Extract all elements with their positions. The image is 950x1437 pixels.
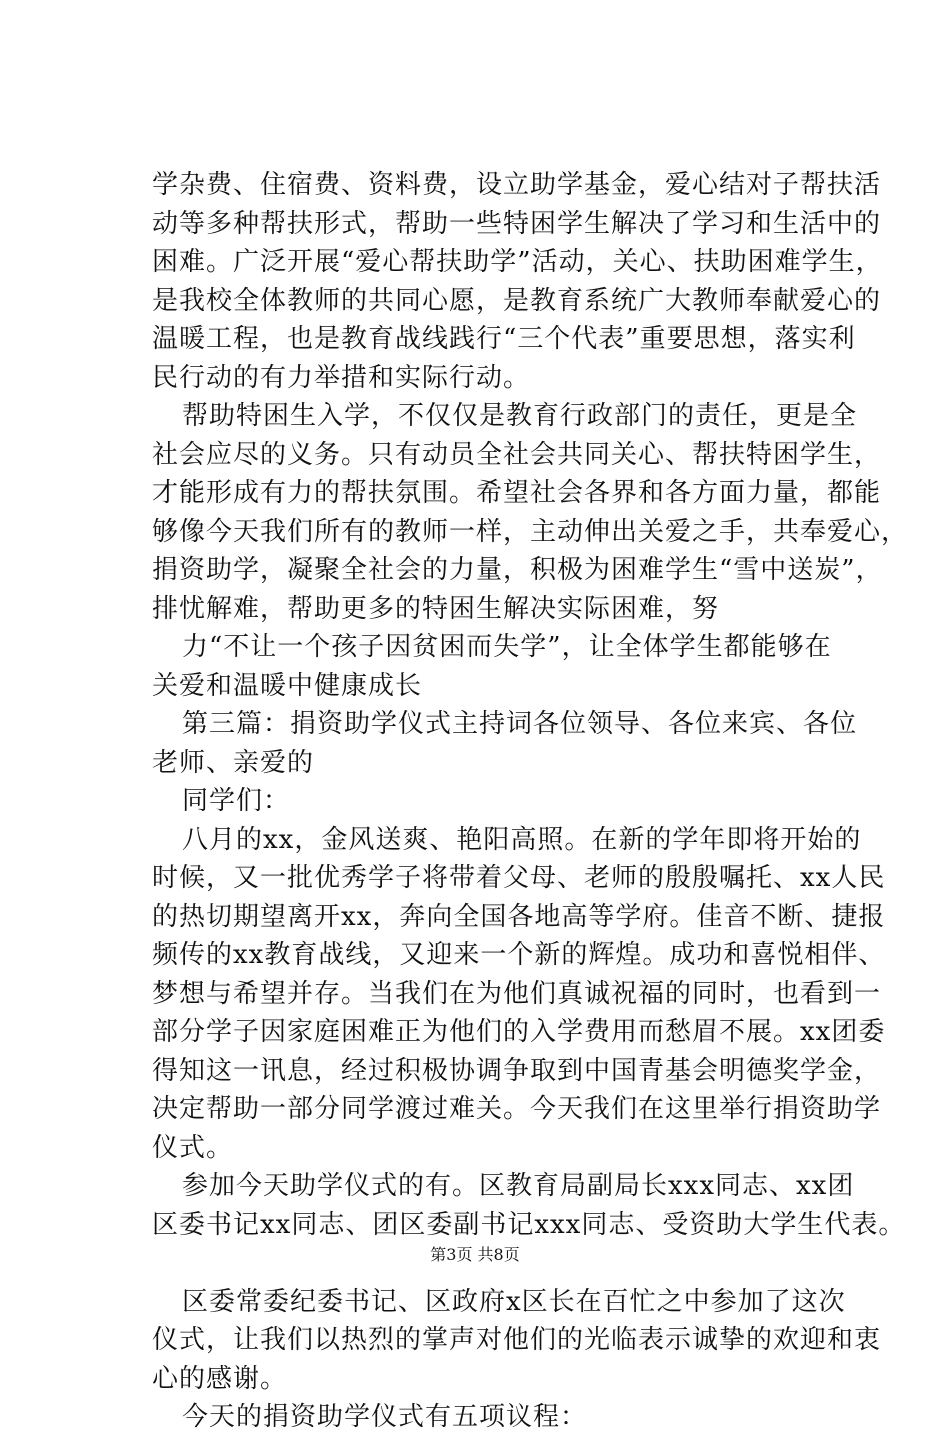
text-line: 得知这一讯息，经过积极协调争取到中国青基会明德奖学金， <box>152 1055 882 1086</box>
text-line: 民行动的有力举措和实际行动。 <box>152 362 531 393</box>
text-line: 的热切期望离开xx，奔向全国各地高等学府。佳音不断、捷报 <box>152 901 886 932</box>
text-line: 老师、亲爱的 <box>152 747 315 778</box>
text-line: 梦想与希望并存。当我们在为他们真诚祝福的同时，也看到一 <box>152 978 882 1009</box>
text-line: 力“不让一个孩子因贫困而失学”，让全体学生都能够在 <box>182 632 832 662</box>
text-line: 参加今天助学仪式的有。区教育局副局长xxx同志、xx团 <box>182 1171 855 1201</box>
text-line: 关爱和温暖中健康成长 <box>152 670 423 701</box>
text-line: 区委常委纪委书记、区政府x区长在百忙之中参加了这次 <box>182 1286 846 1317</box>
text-line: 动等多种帮扶形式，帮助一些特困学生解决了学习和生活中的 <box>152 208 882 239</box>
text-line: 仪式。 <box>152 1132 234 1163</box>
text-line: 仪式，让我们以热烈的掌声对他们的光临表示诚挚的欢迎和衷 <box>152 1325 882 1355</box>
text-line: 才能形成有力的帮扶氛围。希望社会各界和各方面力量，都能 <box>152 478 882 508</box>
text-line: 是我校全体教师的共同心愿，是教育系统广大教师奉献爱心的 <box>152 285 882 316</box>
text-line: 学杂费、住宿费、资料费，设立助学基金，爱心结对子帮扶活 <box>152 170 882 200</box>
text-line: 困难。广泛开展“爱心帮扶助学”活动，关心、扶助困难学生， <box>152 247 883 277</box>
text-line: 决定帮助一部分同学渡过难关。今天我们在这里举行捐资助学 <box>152 1094 882 1124</box>
text-line: 频传的xx教育战线，又迎来一个新的辉煌。成功和喜悦相伴、 <box>152 940 886 970</box>
text-line: 社会应尽的义务。只有动员全社会共同关心、帮扶特困学生， <box>152 439 882 470</box>
text-line: 排忧解难，帮助更多的特困生解决实际困难，努 <box>152 593 720 624</box>
text-line: 第三篇：捐资助学仪式主持词各位领导、各位来宾、各位 <box>182 709 858 739</box>
text-line: 温暖工程，也是教育战线践行“三个代表”重要思想，落实利 <box>152 324 856 354</box>
text-line: 够像今天我们所有的教师一样，主动伸出关爱之手，共奉爱心， <box>152 516 909 547</box>
text-line: 心的感谢。 <box>152 1363 288 1394</box>
text-line: 时候，又一批优秀学子将带着父母、老师的殷殷嘱托、xx人民 <box>152 863 886 893</box>
text-line: 今天的捐资助学仪式有五项议程： <box>182 1402 588 1432</box>
text-line: 部分学子因家庭困难正为他们的入学费用而愁眉不展。xx团委 <box>152 1017 886 1047</box>
text-line: 同学们： <box>182 786 291 816</box>
text-line: 帮助特困生入学，不仅仅是教育行政部门的责任，更是全 <box>182 401 858 431</box>
text-line: 八月的xx，金风送爽、艳阳高照。在新的学年即将开始的 <box>182 824 862 855</box>
page-footer: 第3页 共8页 <box>430 1245 520 1264</box>
text-line: 区委书记xx同志、团区委副书记xxx同志、受资助大学生代表。 <box>152 1209 906 1240</box>
text-line: 捐资助学，凝聚全社会的力量，积极为困难学生“雪中送炭”， <box>152 555 883 585</box>
